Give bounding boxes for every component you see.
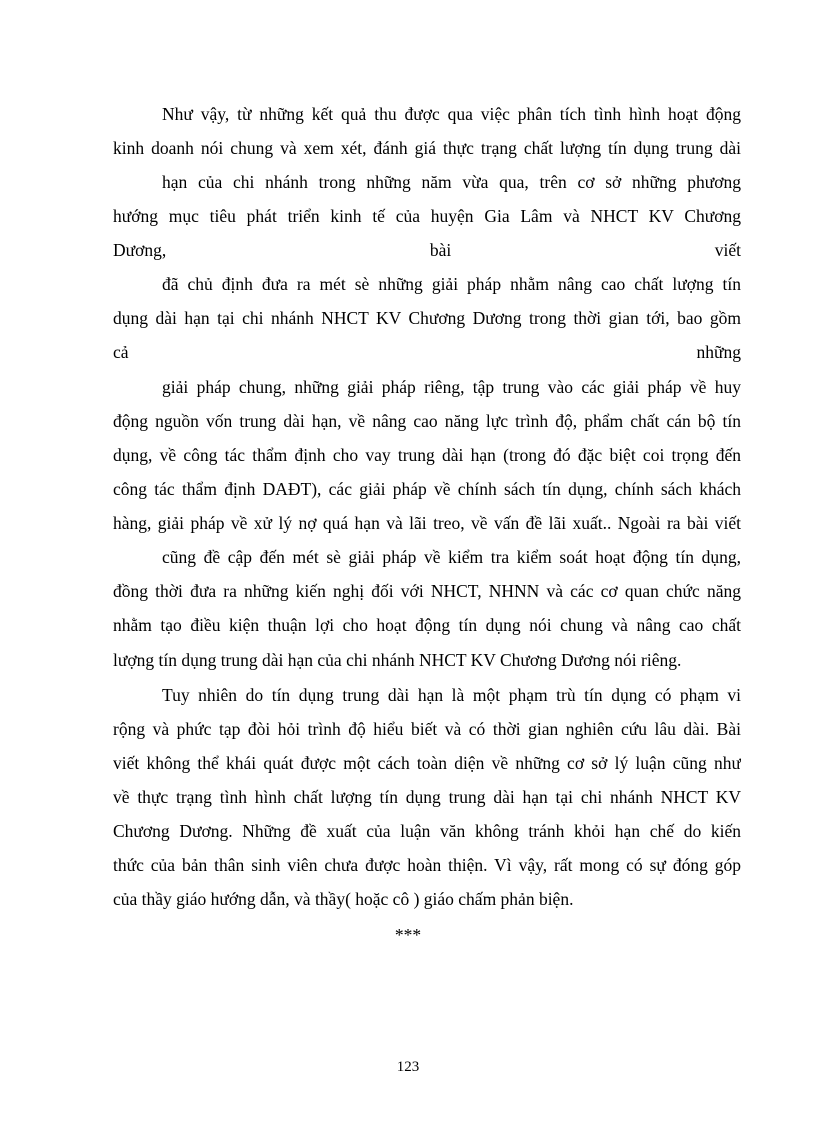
text-line: kinh doanh nói chung và xem xét, đánh giá thực trạng chất lượng tín dụng trung dài — [113, 138, 741, 158]
text-line: động nguồn vốn trung dài hạn, về nâng cao năng lực trình độ, phẩm chất cán bộ tín — [113, 411, 741, 431]
text-line: công tác thẩm định DAĐT), các giải pháp về chính sách tín dụng, chính sách khách — [113, 479, 741, 499]
text-line: nhằm tạo điều kiện thuận lợi cho hoạt động tín dụng nói chung và nâng cao chất — [113, 615, 741, 635]
text-line: cũng đề cập đến mét sè giải pháp về kiểm tra kiểm soát hoạt động tín dụng, — [162, 547, 741, 567]
text-line: Như vậy, từ những kết quả thu được qua việc phân tích tình hình hoạt động — [162, 104, 741, 124]
text-line: đã chủ định đưa ra mét sè những giải pháp nhằm nâng cao chất lượng tín — [162, 274, 741, 294]
text-line: dụng dài hạn tại chi nhánh NHCT KV Chương Dương trong thời gian tới, bao gồm — [113, 308, 741, 328]
text-line: lượng tín dụng trung dài hạn của chi nhánh NHCT KV Chương Dương nói riêng. — [113, 650, 682, 670]
text-line: về thực trạng tình hình chất lượng tín dụng trung dài hạn tại chi nhánh NHCT KV — [113, 787, 741, 807]
text-line: của thầy giáo hướng dẫn, và thầy( hoặc cô ) giáo chấm phản biện. — [113, 889, 574, 909]
text-line: viết không thể khái quát được một cách toàn diện về những cơ sở lý luận cũng như — [113, 753, 741, 773]
text-line: cả những — [113, 342, 741, 362]
page-number: 123 — [396, 1059, 420, 1075]
section-separator: *** — [394, 925, 422, 945]
text-line: Tuy nhiên do tín dụng trung dài hạn là một phạm trù tín dụng có phạm vi — [162, 685, 741, 705]
text-line: thức của bản thân sinh viên chưa được hoàn thiện. Vì vậy, rất mong có sự đóng góp — [113, 855, 741, 875]
text-line: hạn của chi nhánh trong những năm vừa qua, trên cơ sở những phương — [162, 172, 741, 192]
text-line: đồng thời đưa ra những kiến nghị đối với NHCT, NHNN và các cơ quan chức năng — [113, 581, 741, 601]
text-line: hướng mục tiêu phát triển kinh tế của huyện Gia Lâm và NHCT KV Chương — [113, 206, 741, 226]
text-line: giải pháp chung, những giải pháp riêng, tập trung vào các giải pháp về huy — [162, 377, 741, 397]
text-line: rộng và phức tạp đòi hỏi trình độ hiểu biết và có thời gian nghiên cứu lâu dài. Bài — [113, 719, 741, 739]
text-line: Dương, bài viết — [113, 240, 741, 260]
text-line: Chương Dương. Những đề xuất của luận văn không tránh khỏi hạn chế do kiến — [113, 821, 741, 841]
text-line: dụng, về công tác thẩm định cho vay trung dài hạn (trong đó đặc biệt coi trọng đến — [113, 445, 741, 465]
text-line: hàng, giải pháp về xử lý nợ quá hạn và lãi treo, về vấn đề lãi xuất.. Ngoài ra bài viết — [113, 513, 741, 533]
